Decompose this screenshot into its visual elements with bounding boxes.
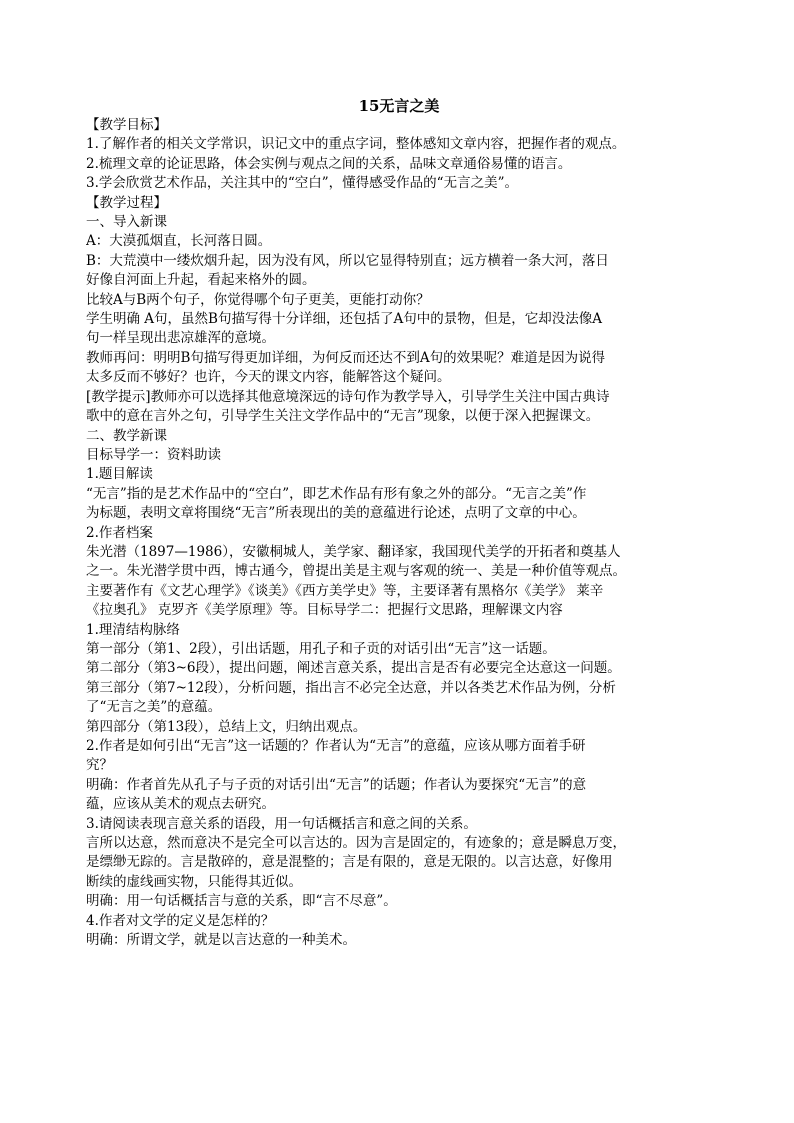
text-line: 明确：用一句话概括言与意的关系，即“言不尽意”。: [86, 893, 397, 910]
text-line: 2.作者档案: [86, 524, 153, 541]
text-line: 究？: [86, 757, 113, 774]
document-title: 15无言之美: [358, 97, 440, 115]
text-line: 好像自河面上升起，看起来格外的圆。: [86, 272, 316, 289]
text-line: 《拉奥孔》 克罗齐《美学原理》等。目标导学二：把握行文思路，理解课文内容: [86, 602, 563, 619]
text-line: 之一。朱光潜学贯中西，博古通今，曾提出美是主观与客观的统一、美是一种价值等观点。: [86, 563, 626, 580]
document-body: [86, 116, 712, 950]
text-line: 学生明确 A句，虽然B句描写得十分详细，还包括了A句中的景物，但是，它却没法像A: [86, 311, 602, 328]
text-line: B：大荒漠中一缕炊烟升起，因为没有风，所以它显得特别直；远方横着一条大河，落日: [86, 252, 609, 269]
text-line: 3.学会欣赏艺术作品，关注其中的“空白”，懂得感受作品的“无言之美”。: [86, 175, 518, 192]
text-line: 歌中的意在言外之句，引导学生关注文学作品中的“无言”现象，以便于深入把握课文。: [86, 408, 600, 425]
text-line: 4.作者对文学的定义是怎样的？: [86, 912, 275, 929]
text-line: 二、教学新课: [86, 427, 167, 444]
text-line: 明确：作者首先从孔子与子贡的对话引出“无言”的话题；作者认为要探究“无言”的意: [86, 776, 587, 793]
text-line: 了“无言之美”的意蕴。: [86, 699, 222, 716]
document-page: [86, 96, 712, 950]
text-line: 2.作者是如何引出“无言”这一话题的？作者认为“无言”的意蕴，应该从哪方面着手研: [86, 738, 586, 754]
text-line: 主要著作有《文艺心理学》《谈美》《西方美学史》等，主要译著有黑格尔《美学》 莱辛: [86, 582, 604, 599]
text-line: A：大漠孤烟直，长河落日圆。: [86, 233, 272, 250]
text-line: 2.梳理文章的论证思路，体会实例与观点之间的关系，品味文章通俗易懂的语言。: [86, 155, 572, 172]
text-line: 教师再问：明明B句描写得更加详细，为何反而还达不到A句的效果呢？难道是因为说得: [86, 349, 606, 366]
text-line: 目标导学一：资料助读: [86, 446, 221, 463]
text-line: 1.了解作者的相关文学常识，识记文中的重点字词，整体感知文章内容，把握作者的观点。: [86, 136, 626, 153]
text-line: “无言”指的是艺术作品中的“空白”，即艺术作品有形有象之外的部分。“无言之美”作: [86, 485, 587, 502]
text-line: 【教学目标】: [86, 117, 167, 133]
text-line: 蕴，应该从美术的观点去研究。: [86, 796, 275, 813]
text-line: 断续的虚线画实物，只能得其近似。: [86, 873, 302, 890]
text-line: 第二部分（第3~6段），提出问题，阐述言意关系，提出言是否有必要完全达意这一问题。: [86, 660, 621, 677]
text-line: 朱光潜（1897—1986），安徽桐城人，美学家、翻译家，我国现代美学的开拓者和奠基人: [86, 543, 621, 560]
text-line: 明确：所谓文学，就是以言达意的一种美术。: [86, 932, 356, 949]
text-line: 一、导入新课: [86, 214, 167, 231]
text-line: [教学提示]教师亦可以选择其他意境深远的诗句作为教学导入，引导学生关注中国古典诗: [86, 388, 610, 405]
text-line: 第四部分（第13段），总结上文，归纳出观点。: [86, 718, 367, 735]
text-line: 1.题目解读: [86, 466, 153, 483]
text-line: 句一样呈现出悲凉雄浑的意境。: [86, 330, 275, 347]
text-line: 1.理清结构脉络: [86, 621, 180, 638]
text-line: 3.请阅读表现言意关系的语段，用一句话概括言和意之间的关系。: [86, 815, 477, 832]
text-line: 是缥缈无踪的。言是散碎的，意是混整的；言是有限的，意是无限的。以言达意，好像用: [86, 854, 613, 871]
text-line: 【教学过程】: [86, 194, 167, 211]
text-line: 言所以达意，然而意决不是完全可以言达的。因为言是固定的，有迹象的；意是瞬息万变，: [86, 835, 626, 852]
text-line: 太多反而不够好？也许，今天的课文内容，能解答这个疑问。: [86, 369, 451, 386]
text-line: 为标题，表明文章将围绕“无言”所表现出的美的意蕴进行论述，点明了文章的中心。: [86, 505, 586, 522]
text-line: 第一部分（第1、2段），引出话题，用孔子和子贡的对话引出“无言”这一话题。: [86, 640, 556, 657]
text-line: 比较A与B两个句子，你觉得哪个句子更美，更能打动你？: [86, 291, 430, 308]
text-line: 第三部分（第7~12段），分析问题，指出言不必完全达意，并以各类艺术作品为例，分析: [86, 679, 616, 696]
